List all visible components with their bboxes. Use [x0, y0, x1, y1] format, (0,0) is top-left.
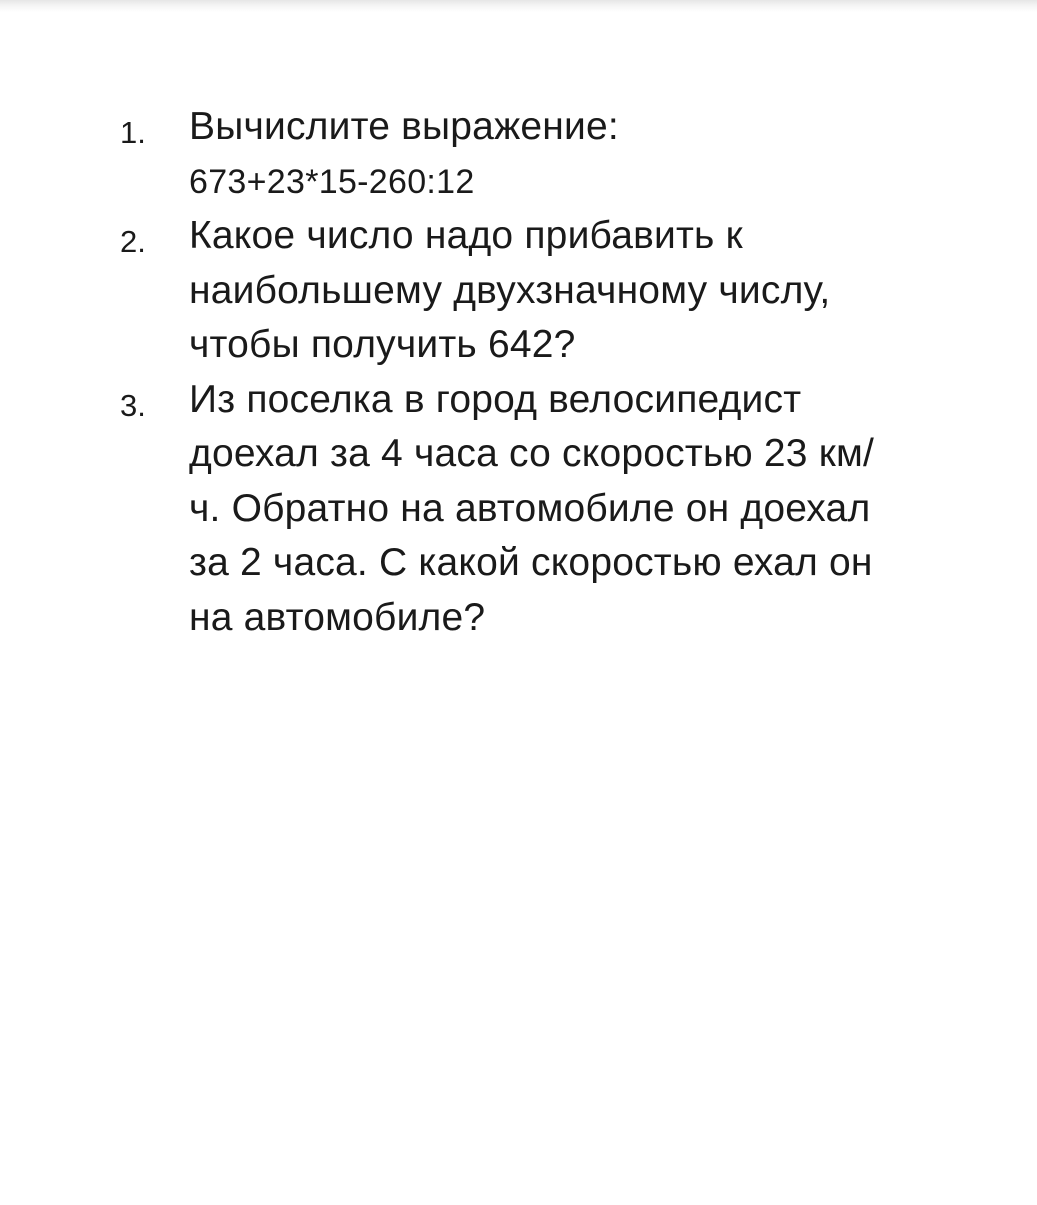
task-text-line: наибольшему двухзначному числу,: [189, 268, 831, 312]
task-text: [189, 209, 937, 373]
task-2: [0, 209, 1037, 373]
task-text-line: чтобы получить 642?: [189, 323, 576, 366]
task-text-line: на автомобиле?: [189, 595, 486, 639]
task-number: 3.: [120, 387, 146, 423]
task-text: [189, 373, 937, 646]
task-text-line: Вычислите выражение:: [189, 105, 619, 148]
task-number: 1.: [120, 115, 146, 150]
task-number: 2.: [120, 224, 146, 259]
task-1: [0, 100, 1037, 209]
task-3: [0, 373, 1037, 646]
task-text-line: Какое число надо прибавить к: [189, 214, 743, 257]
task-text-line: за 2 часа. С какой скоростью ехал он: [189, 541, 873, 584]
task-list: [0, 100, 1037, 645]
top-edge-shadow: [0, 0, 1037, 12]
task-text: [189, 100, 937, 155]
task-text-line: Из поселка в город велосипедист: [189, 377, 802, 421]
task-text-line: доехал за 4 часа со скоростью 23 км/: [189, 432, 875, 475]
task-text-line: ч. Обратно на автомобиле он доехал: [189, 486, 871, 530]
task-expression: 673+23*15-260:12: [189, 162, 475, 201]
